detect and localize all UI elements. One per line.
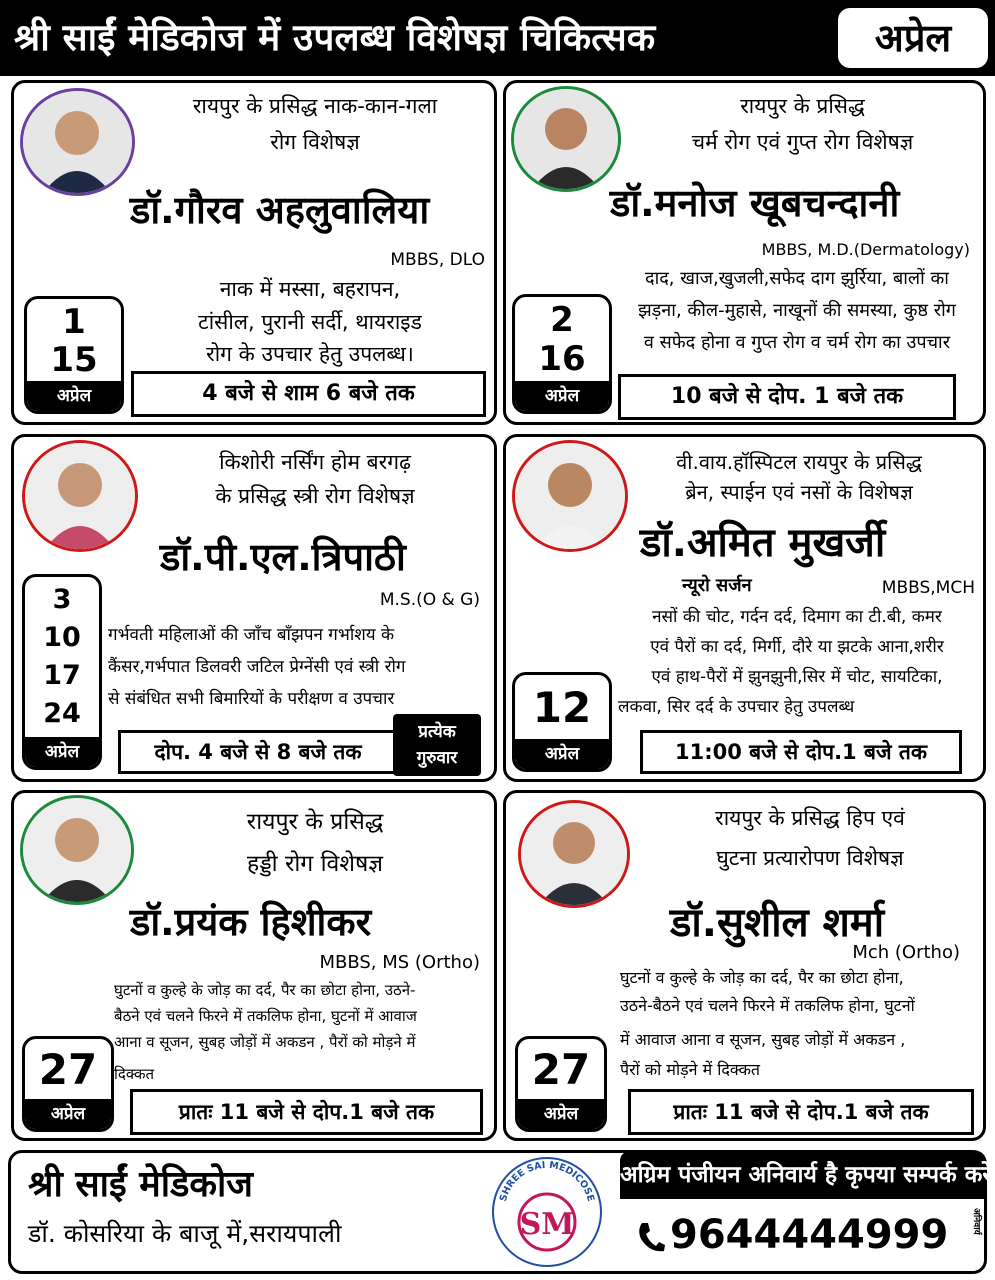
doctor-description: पैरों को मोड़ने में दिक्कत [620,1060,761,1079]
doctor-description: गर्भवती महिलाओं की जाँच बाँझपन गर्भाशय के [108,625,395,645]
date-number: 17 [43,660,81,691]
date-month: अप्रेल [518,1099,604,1129]
doctor-description: व सफेद होना व गुप्त रोग व चर्म रोग का उपचार [643,332,951,353]
side-note: अनिवार्य [971,1208,981,1235]
doctor-intro: घुटना प्रत्यारोपण विशेषज्ञ [716,846,904,870]
doctor-name: डॉ.पी.एल.त्रिपाठी [160,535,406,579]
doctor-photo [22,440,138,552]
shop-address: डॉ. कोसरिया के बाजू में,सरायपाली [28,1219,342,1248]
doctor-intro: रायपुर के प्रसिद्ध [246,809,384,835]
date-box [24,296,124,414]
doctor-intro: रायपुर के प्रसिद्ध नाक-कान-गला [192,94,438,118]
date-number: 1 [62,302,86,342]
logo-monogram: SM [519,1207,575,1242]
timing-box: दोप. 4 बजे से 8 बजे तक [118,730,398,774]
doctor-description: दाद, खाज,खुजली,सफेद दाग झुर्रिया, बालों का [645,268,949,289]
doctor-description: झड़ना, कील-मुहासे, नाखूनों की समस्या, कुष्ठ रोग [638,300,956,321]
doctor-name: डॉ.प्रयंक हिशीकर [130,900,372,944]
doctor-description: टांसील, पुरानी सर्दी, थायराइड [198,310,422,334]
phone-number: 9644444999 [670,1212,949,1258]
doctor-intro: किशोरी नर्सिंग होम बरगढ़ [219,450,411,474]
doctor-intro: रायपुर के प्रसिद्ध [740,94,865,118]
doctor-description: दिक्कत [114,1065,155,1083]
phone-icon [636,1219,666,1255]
date-month: अप्रेल [25,1099,111,1129]
timing-box: प्रातः 11 बजे से दोप.1 बजे तक [130,1089,483,1135]
doctor-role: न्यूरो सर्जन [682,575,752,596]
date-box [22,1036,114,1132]
date-number: 16 [538,339,586,379]
doctor-description: में आवाज आना व सूजन, सुबह जोड़ों में अकडन , [620,1030,906,1049]
doctor-description: घुटनों व कुल्हे के जोड़ का दर्द, पैर का छोटा होना, उठने- [114,981,416,999]
timing-box: 10 बजे से दोप. 1 बजे तक [618,374,956,420]
date-month: अप्रेल [27,381,121,411]
date-number: 15 [50,340,98,380]
date-box [512,294,612,414]
doctor-qualification: MBBS, DLO [390,250,485,270]
doctor-name: डॉ.अमित मुखर्जी [640,520,886,566]
doctor-qualification: MBBS, MS (Ortho) [319,952,480,973]
doctor-description: बैठने एवं चलने फिरने में तकलिफ होना, घुटनों में आवाज [114,1007,417,1025]
doctor-description: लकवा, सिर दर्द के उपचार हेतु उपलब्ध [618,697,855,717]
doctor-intro: चर्म रोग एवं गुप्त रोग विशेषज्ञ [691,130,914,154]
doctor-intro: के प्रसिद्ध स्त्री रोग विशेषज्ञ [215,484,415,508]
doctor-intro: ब्रेन, स्पाईन एवं नसों के विशेषज्ञ [685,480,913,504]
doctor-photo [20,88,135,196]
date-box [512,672,612,772]
doctor-description: कैंसर,गर्भपात डिलवरी जटिल प्रेग्नेंसी एवं स्त्री रोग [108,657,406,677]
registration-banner: अग्रिम पंजीयन अनिवार्य है कृपया सम्पर्क करें [620,1151,986,1199]
doctor-intro: वी.वाय.हॉस्पिटल रायपुर के प्रसिद्ध [676,450,922,474]
timing-box: 11:00 बजे से दोप.1 बजे तक [640,730,962,774]
date-number: 24 [43,698,81,729]
doctor-photo [518,800,630,908]
date-number: 3 [52,584,72,615]
timing-box: प्रातः 11 बजे से दोप.1 बजे तक [628,1089,974,1135]
date-number: 2 [550,300,574,340]
date-number: 12 [532,683,592,732]
date-month: अप्रेल [515,739,609,769]
doctor-description: आना व सूजन, सुबह जोड़ों में अकडन , पैरों को मोड़ने में [114,1033,416,1051]
doctor-qualification: M.S.(O & G) [379,590,480,610]
date-month: अप्रेल [515,381,609,411]
doctor-description: नाक में मस्सा, बहरापन, [219,277,401,301]
doctor-intro: हड्डी रोग विशेषज्ञ [247,851,383,877]
day-label: गुरुवार [416,748,458,768]
every-thursday-badge [393,714,481,776]
timing-box: 4 बजे से शाम 6 बजे तक [131,371,486,417]
doctor-qualification: MBBS, M.D.(Dermatology) [761,240,970,259]
doctor-name: डॉ.गौरव अहलुवालिया [130,188,430,232]
every-label: प्रत्येक [418,722,456,742]
page-title: श्री साईं मेडिकोज में उपलब्ध विशेषज्ञ चिकित्सक [14,16,656,59]
date-month: अप्रेल [25,737,99,767]
doctor-qualification: Mch (Ortho) [852,942,960,963]
doctor-description: नसों की चोट, गर्दन दर्द, दिमाग का टी.बी, कमर [652,607,942,627]
doctor-photo [512,440,628,552]
doctor-description: रोग के उपचार हेतु उपलब्ध। [206,342,414,366]
doctor-photo [20,795,134,905]
doctor-description: एवं हाथ-पैरों में झुनझुनी,सिर में चोट, सायटिका, [651,667,943,687]
date-box [515,1036,607,1132]
date-box [22,574,102,770]
shop-logo [487,1150,607,1270]
doctor-description: एवं पैरों का दर्द, मिर्गी, दौरे या झटके आना,शरीर [650,637,944,657]
doctor-description: से संबंधित सभी बिमारियों के परीक्षण व उपचार [108,689,395,709]
doctor-photo [511,86,621,192]
doctor-name: डॉ.सुशील शर्मा [670,900,885,946]
date-number: 27 [38,1045,98,1094]
date-number: 27 [531,1045,591,1094]
doctor-description: घुटनों व कुल्हे के जोड़ का दर्द, पैर का छोटा होना, [620,968,904,987]
doctor-name: डॉ.मनोज खूबचन्दानी [610,181,900,225]
shop-name: श्री साईं मेडिकोज [28,1164,254,1205]
month-badge: अप्रेल [838,8,988,68]
doctor-qualification: MBBS,MCH [881,578,975,598]
doctor-description: उठने-बैठने एवं चलने फिरने में तकलिफ होना, घुटनों [620,996,915,1015]
logo-text: SHREE SAI MEDICOSE [497,1159,597,1203]
doctor-intro: रायपुर के प्रसिद्ध हिप एवं [715,806,905,830]
date-number: 10 [43,622,81,653]
doctor-intro: रोग विशेषज्ञ [270,130,360,154]
